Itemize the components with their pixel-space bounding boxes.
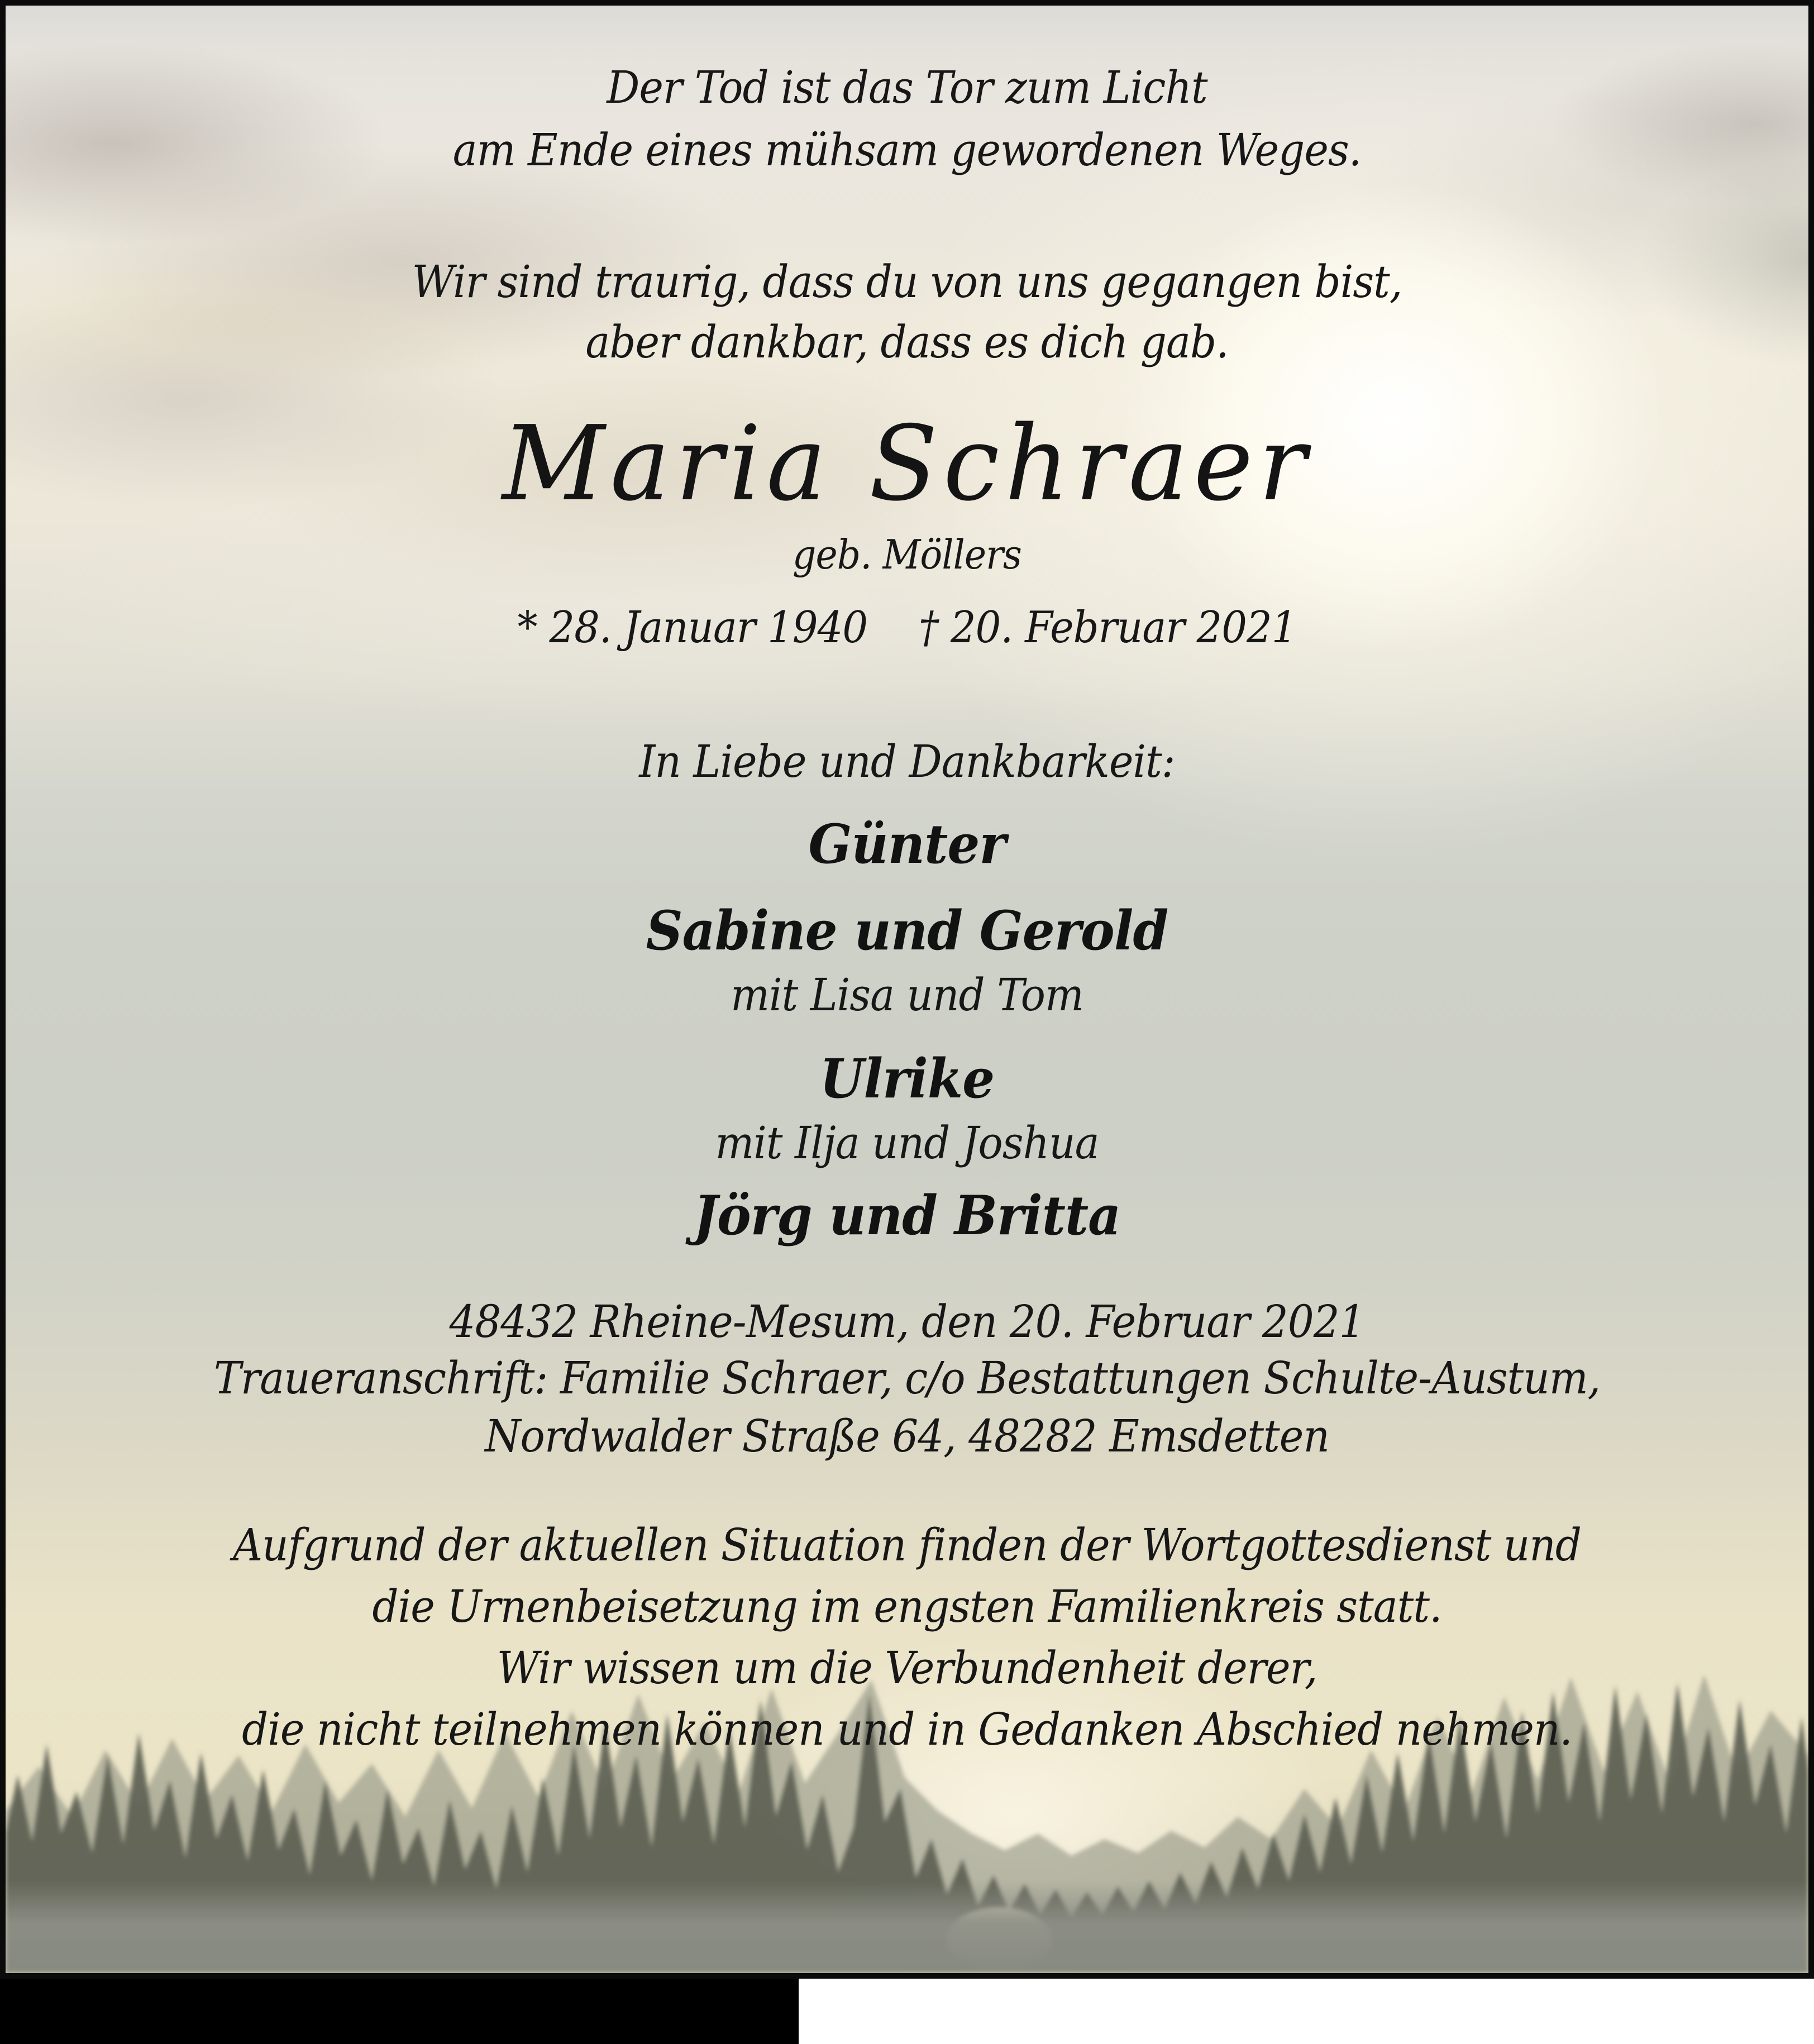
- intro-line-1: Wir sind traurig, dass du von uns gegangen bist,: [412, 256, 1402, 308]
- notice-line-1: Aufgrund der aktuellen Situation finden der Wortgottesdienst und: [232, 1519, 1582, 1571]
- deceased-birth-name: geb. Möllers: [792, 531, 1022, 578]
- epigraph-line-1: Der Tod ist das Tor zum Licht: [607, 61, 1207, 113]
- death-date: † 20. Februar 2021: [919, 603, 1297, 653]
- mourner-name: Ulrike: [819, 1047, 995, 1110]
- mourner-sub: mit Lisa und Tom: [731, 969, 1083, 1021]
- address-line-2: Traueranschrift: Familie Schraer, c/o Bestattungen Schulte-Austum,: [213, 1352, 1601, 1404]
- mourner-name: Jörg und Britta: [693, 1184, 1121, 1247]
- bottom-black-block: [0, 1979, 799, 2044]
- mourner-sub: mit Ilja und Joshua: [715, 1117, 1099, 1169]
- notice-line-4: die nicht teilnehmen können und in Gedanken Abschied nehmen.: [242, 1703, 1572, 1755]
- mourner-name: Günter: [808, 813, 1006, 876]
- birth-date: * 28. Januar 1940: [517, 603, 868, 653]
- intro-line-2: aber dankbar, dass es dich gab.: [585, 316, 1229, 368]
- mourner-name: Sabine und Gerold: [646, 899, 1168, 962]
- address-line-1: 48432 Rheine-Mesum, den 20. Februar 2021: [449, 1296, 1365, 1348]
- deceased-name: Maria Schraer: [502, 403, 1312, 524]
- notice-line-2: die Urnenbeisetzung im engsten Familienkreis statt.: [372, 1580, 1442, 1632]
- notice-line-3: Wir wissen um die Verbundenheit derer,: [497, 1642, 1317, 1694]
- bottom-white-area: [799, 1979, 1814, 2044]
- address-line-3: Nordwalder Straße 64, 48282 Emsdetten: [485, 1410, 1329, 1462]
- epigraph-line-2: am Ende eines mühsam gewordenen Weges.: [452, 124, 1362, 176]
- mourners-heading: In Liebe und Dankbarkeit:: [639, 736, 1175, 787]
- life-dates: [73, 603, 1741, 653]
